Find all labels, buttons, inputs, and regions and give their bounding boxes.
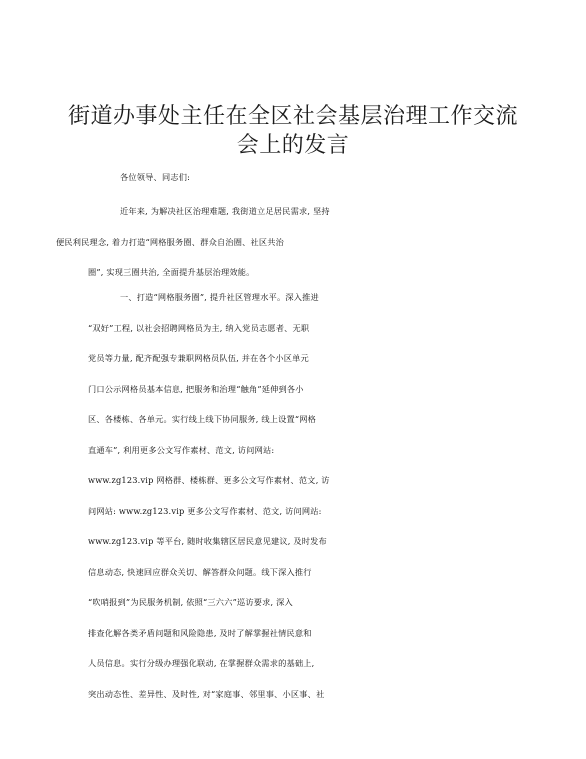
greeting-paragraph (88, 162, 503, 193)
intro-line: 便民利民理念, 着力打造“网格服务圈、群众自治圈、社区共治 (56, 236, 285, 247)
intro-paragraph (56, 196, 503, 288)
intro-line: 近年来, 为解决社区治理难题, 我街道立足居民需求, 坚持 (120, 206, 330, 216)
section-one-line: 党员等力量, 配齐配强专兼职网格员队伍, 并在各个小区单元 (88, 353, 309, 363)
section-one-line: www.zg123.vip 网格群、楼栋群、更多公文写作素材、范文, 访 (88, 475, 330, 485)
section-one-line: 区、各楼栋、各单元。实行线上线下协同服务, 线上设置“网格 (88, 414, 317, 424)
section-one-line: www.zg123.vip 等平台, 随时收集辖区居民意见建议, 及时发布 (88, 536, 327, 546)
section-one-line: “双好”工程, 以社会招聘网格员为主, 纳入党员志愿者、无职 (88, 322, 310, 333)
section-one-line: 直通车”, 利用更多公文写作素材、范文, 访问网站: (88, 444, 275, 455)
section-one-line: 问网站: www.zg123.vip 更多公文写作素材、范文, 访问网站: (88, 505, 322, 516)
section-one-line: “吹哨报到”为民服务机制, 依照“三六六”巡访要求, 深入 (88, 597, 293, 607)
section-one-line: 突出动态性、差异性、及时性, 对“家庭事、邻里事、小区事、社 (88, 688, 325, 699)
section-one-line: 人员信息。实行分级办理强化联动, 在掌握群众需求的基础上, (88, 658, 315, 668)
intro-line: 圈”, 实现三圈共治, 全面提升基层治理效能。 (88, 267, 255, 277)
section-one-line: 信息动态, 快速回应群众关切、解答群众问题。线下深入推行 (88, 566, 312, 577)
section-one-line: 门口公示网格员基本信息, 把服务和治理“触角”延伸到各小 (88, 383, 304, 394)
greeting-line: 各位领导、同志们: (120, 172, 191, 182)
document-title: 街道办事处主任在全区社会基层治理工作交流会上的发言 (67, 104, 518, 158)
section-one-paragraph (88, 282, 503, 709)
section-one-line: 一、打造“网格服务圈”, 提升社区管理水平。深入推进 (120, 292, 319, 302)
section-one-line: 排查化解各类矛盾问题和风险隐患, 及时了解掌握社情民意和 (88, 627, 312, 638)
